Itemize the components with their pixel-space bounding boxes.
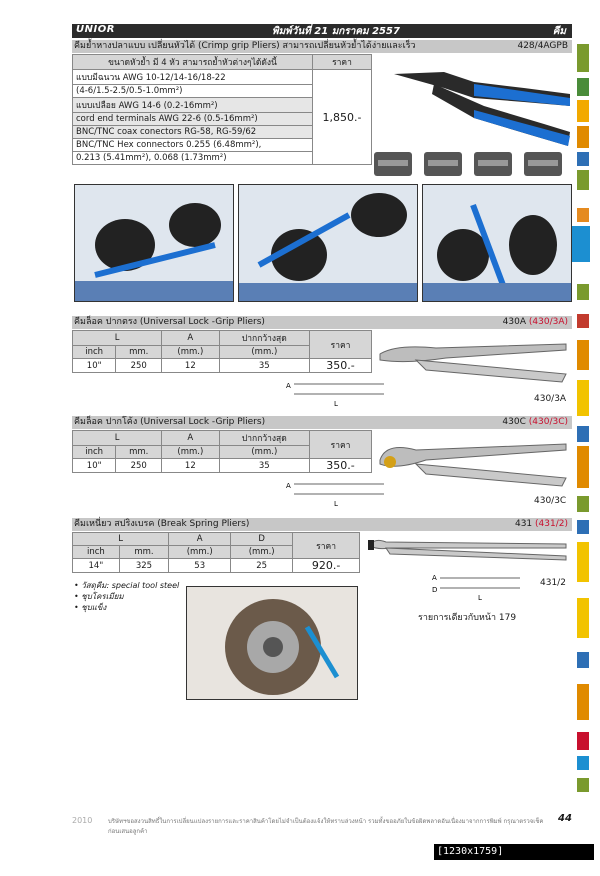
product-code: 431 (431/2) bbox=[514, 519, 568, 529]
lock-grip-straight-image bbox=[376, 330, 572, 400]
tab-7[interactable] bbox=[577, 208, 589, 222]
tab-9[interactable] bbox=[577, 284, 589, 300]
image-label: 430/3C bbox=[534, 496, 567, 506]
cell-price: 920.- bbox=[293, 559, 360, 573]
col-d: D bbox=[231, 533, 293, 546]
brake-spring-pliers-image bbox=[366, 534, 572, 568]
cell-mm: 250 bbox=[116, 459, 162, 473]
col-open: ปากกว้างสุด bbox=[219, 331, 310, 346]
section-title: คีมล็อค ปากตรง (Universal Lock -Grip Pliers) bbox=[74, 317, 265, 327]
svg-text:L: L bbox=[334, 500, 338, 508]
tab-18[interactable] bbox=[577, 598, 589, 638]
crimp-die-4 bbox=[524, 152, 562, 176]
tab-14[interactable] bbox=[577, 446, 589, 488]
crimp-spec-table bbox=[72, 54, 372, 165]
col-price-header: ราคา bbox=[313, 55, 372, 70]
cell-d: 25 bbox=[231, 559, 293, 573]
svg-text:D: D bbox=[432, 586, 438, 594]
spec-table-430c bbox=[72, 430, 372, 473]
col-price: ราคา bbox=[310, 331, 372, 359]
col-a: A bbox=[162, 331, 219, 346]
spec-row: BNC/TNC coax conectors RG-58, RG-59/62 bbox=[73, 126, 313, 139]
lock-grip-curved-image bbox=[376, 430, 572, 500]
spec-row: แบบเปลือย AWG 14-6 (0.2-16mm²) bbox=[73, 98, 313, 113]
spec-table-430a bbox=[72, 330, 372, 373]
tab-5[interactable] bbox=[577, 152, 589, 166]
crimp-die-1 bbox=[374, 152, 412, 176]
col-mm: mm. bbox=[116, 346, 162, 359]
image-credit: [1230x1759] http://upic.me/ bbox=[434, 844, 594, 860]
spec-row: แบบมีฉนวน AWG 10-12/14-16/18-22 bbox=[73, 70, 313, 85]
dimension-diagram-430a bbox=[284, 374, 394, 408]
bullet-item: • ชุบโครเมียม bbox=[74, 592, 124, 601]
bullet-item: • ชุบแข็ง bbox=[74, 603, 107, 612]
price-cell: 1,850.- bbox=[313, 70, 372, 165]
spec-table-431 bbox=[72, 532, 360, 573]
col-l: L bbox=[73, 431, 162, 446]
spec-row: cord end terminals AWG 22-6 (0.5-16mm²) bbox=[73, 113, 313, 126]
usage-photo-2 bbox=[238, 184, 418, 302]
cell-inch: 14" bbox=[73, 559, 120, 573]
svg-text:A: A bbox=[286, 482, 291, 490]
footer-disclaimer: บริษัทฯขอสงวนสิทธิ์ในการเปลี่ยนแปลงรายการและราคาสินค้าโดยไม่จำเป็นต้องแจ้งให้ทราบล่วงหน้า รวมทั้งขออภัยในข้อผิดพลาดอันเนื่องมาจากการพิมพ์ กรุณาตรวจเช็คก่อนเสนอลูกค้า bbox=[108, 818, 544, 835]
tab-6[interactable] bbox=[577, 170, 589, 190]
col-inch: inch bbox=[73, 346, 116, 359]
col-inch: inch bbox=[73, 546, 120, 559]
svg-text:A: A bbox=[286, 382, 291, 390]
tab-23[interactable] bbox=[577, 778, 589, 792]
col-a-unit: (mm.) bbox=[162, 346, 219, 359]
cell-mm: 250 bbox=[116, 359, 162, 373]
col-price: ราคา bbox=[310, 431, 372, 459]
section-crimp-header bbox=[72, 40, 572, 53]
col-open-unit: (mm.) bbox=[219, 346, 310, 359]
col-d-unit: (mm.) bbox=[231, 546, 293, 559]
usage-photo-1 bbox=[74, 184, 234, 302]
col-a-unit: (mm.) bbox=[169, 546, 231, 559]
product-code: 430C (430/3C) bbox=[502, 417, 568, 427]
image-label: 430/3A bbox=[534, 394, 567, 404]
cell-price: 350.- bbox=[310, 459, 372, 473]
tab-3[interactable] bbox=[577, 100, 589, 122]
spec-row: 0.213 (5.41mm²), 0.068 (1.73mm²) bbox=[73, 152, 313, 165]
cell-mm: 325 bbox=[119, 559, 168, 573]
col-spec-header: ขนาดหัวย้ำ มี 4 หัว สามารถย้ำหัวต่างๆได้ดังนี้ bbox=[73, 55, 313, 70]
tab-active[interactable] bbox=[572, 226, 590, 262]
col-inch: inch bbox=[73, 446, 116, 459]
image-label: 431/2 bbox=[540, 578, 566, 588]
tab-15[interactable] bbox=[577, 496, 589, 512]
footer-year: 2010 bbox=[72, 816, 93, 825]
spec-row: (4-6/1.5-2.5/0.5-1.0mm²) bbox=[73, 85, 313, 98]
print-date: พิมพ์วันที่ 21 มกราคม 2557 bbox=[272, 26, 400, 37]
section-title: คีมเหนี่ยว สปริงเบรค (Break Spring Pliers) bbox=[74, 519, 250, 529]
section-431-header bbox=[72, 518, 572, 531]
dimension-diagram-431 bbox=[430, 570, 530, 602]
svg-text:L: L bbox=[478, 594, 482, 602]
cell-price: 350.- bbox=[310, 359, 372, 373]
tab-1[interactable] bbox=[577, 44, 589, 72]
col-price: ราคา bbox=[293, 533, 360, 559]
product-code: 428/4AGPB bbox=[517, 41, 568, 51]
tab-17[interactable] bbox=[577, 542, 589, 582]
tab-20[interactable] bbox=[577, 684, 589, 720]
col-open-unit: (mm.) bbox=[219, 446, 310, 459]
col-l: L bbox=[73, 331, 162, 346]
brake-usage-photo bbox=[186, 586, 358, 700]
spec-row: BNC/TNC Hex connectors 0.255 (6.48mm²), bbox=[73, 139, 313, 152]
cell-inch: 10" bbox=[73, 459, 116, 473]
tab-10[interactable] bbox=[577, 314, 589, 328]
product-code: 430A (430/3A) bbox=[502, 317, 568, 327]
section-430a-header bbox=[72, 316, 572, 329]
cell-a: 12 bbox=[162, 459, 219, 473]
crimp-pliers-image bbox=[374, 54, 574, 180]
page-number: 44 bbox=[558, 813, 572, 824]
bullet-item: • วัสดุคีม: special tool steel bbox=[74, 581, 180, 590]
usage-photo-3 bbox=[422, 184, 572, 302]
col-l: L bbox=[73, 533, 169, 546]
svg-text:L: L bbox=[334, 400, 338, 408]
tab-12[interactable] bbox=[577, 380, 589, 416]
col-a: A bbox=[162, 431, 219, 446]
tab-22[interactable] bbox=[577, 756, 589, 770]
tab-4[interactable] bbox=[577, 126, 589, 148]
tab-21[interactable] bbox=[577, 732, 589, 750]
col-open: ปากกว้างสุด bbox=[219, 431, 310, 446]
page-header bbox=[72, 24, 572, 38]
tab-19[interactable] bbox=[577, 652, 589, 668]
tab-13[interactable] bbox=[577, 426, 589, 442]
section-title: คีมย้ำหางปลาแบบ เปลี่ยนหัวได้ (Crimp grip Pliers) สามารถเปลี่ยนหัวย้ำได้ง่ายและเร็ว bbox=[74, 41, 416, 51]
unior-logo: UNIOR bbox=[76, 24, 115, 35]
crimp-die-3 bbox=[474, 152, 512, 176]
col-mm: mm. bbox=[116, 446, 162, 459]
crimp-die-2 bbox=[424, 152, 462, 176]
col-a-unit: (mm.) bbox=[162, 446, 219, 459]
related-page-note: รายการเดียวกับหน้า 179 bbox=[418, 613, 517, 623]
cell-open: 35 bbox=[219, 459, 310, 473]
section-430c-header bbox=[72, 416, 572, 429]
section-title: คีมล็อค ปากโค้ง (Universal Lock -Grip Pliers) bbox=[74, 417, 266, 427]
cell-a: 53 bbox=[169, 559, 231, 573]
svg-text:A: A bbox=[432, 574, 437, 582]
material-notes bbox=[74, 580, 179, 613]
category-label: คีม bbox=[552, 26, 566, 37]
tab-16[interactable] bbox=[577, 520, 589, 534]
col-a: A bbox=[169, 533, 231, 546]
dimension-diagram-430c bbox=[284, 474, 394, 508]
cell-a: 12 bbox=[162, 359, 219, 373]
tab-2[interactable] bbox=[577, 78, 589, 96]
cell-inch: 10" bbox=[73, 359, 116, 373]
tab-11[interactable] bbox=[577, 340, 589, 370]
cell-open: 35 bbox=[219, 359, 310, 373]
col-mm: mm. bbox=[119, 546, 168, 559]
